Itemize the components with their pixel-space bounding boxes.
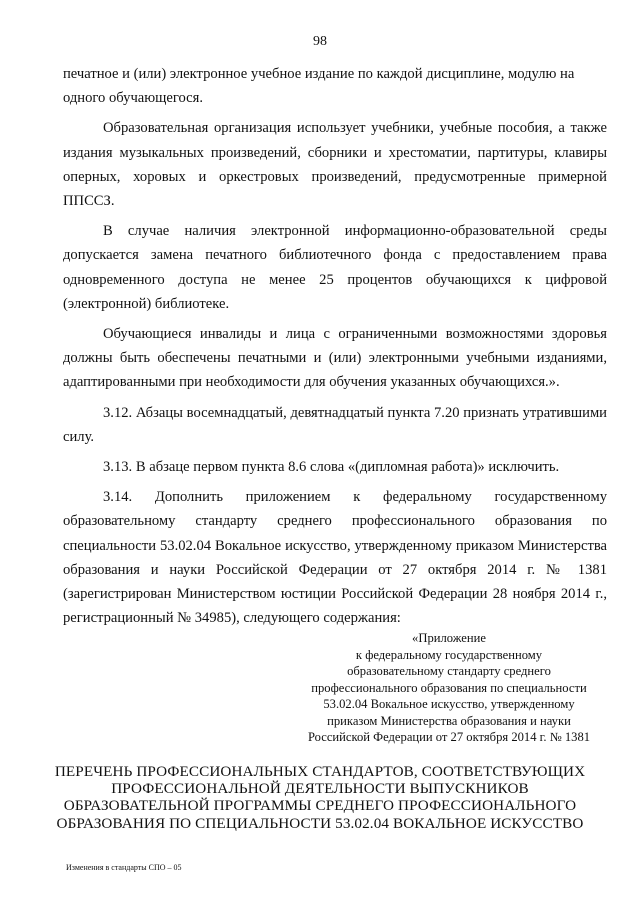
appendix-line: к федеральному государственному (355, 647, 543, 662)
appendix-line: приказом Министерства образования и науки (327, 713, 571, 728)
page-footer: Изменения в стандарты СПО – 05 (66, 863, 182, 872)
paragraph-textbooks: Образовательная организация использует учебники, учебные пособия, а также издания музыкальных произведений, сборники и хрестоматии, партитуры, клавиры оперных, хоровых и оркестровых произведений, предусмотренные примерной ППССЗ. (63, 120, 607, 210)
appendix-line: 53.02.04 Вокальное искусство, утвержденному (323, 697, 575, 711)
appendix-line: Российской Федерации от 27 октября 2014 г. № 1381 (307, 730, 591, 744)
heading-line: ОБРАЗОВАТЕЛЬНОЙ ПРОГРАММЫ СРЕДНЕГО ПРОФЕССИОНАЛЬНОГО (63, 797, 577, 815)
heading-line: ПРОФЕССИОНАЛЬНОЙ ДЕЯТЕЛЬНОСТИ ВЫПУСКНИКОВ (111, 780, 529, 798)
document-body (63, 62, 607, 630)
heading-line: ПЕРЕЧЕНЬ ПРОФЕССИОНАЛЬНЫХ СТАНДАРТОВ, СООТВЕТСТВУЮЩИХ (54, 763, 586, 780)
paragraph-continuation: печатное и (или) электронное учебное издание по каждой дисциплине, модулю на одного обучающегося. (63, 66, 575, 107)
appendix-line: образовательному стандарту среднего (347, 664, 551, 678)
paragraph-electronic-environment: В случае наличия электронной информационно-образовательной среды допускается замена печатного библиотечного фонда с предоставлением права одновременного доступа не менее 25 процентов обучающихся к цифровой (электронной) библиотеке. (63, 223, 607, 312)
appendix-line: профессионального образования по специальности (311, 680, 587, 695)
paragraph-item-3-14: 3.14. Дополнить приложением к федеральному государственному образовательному стандарту среднего профессионального образования по специальности 53.02.04 Вокальное искусство, утвержденному приказом Министерства образования и науки Российской Федерации от 27 октября 2014 г. № 1381 (зарегистрирован Министерством юстиции Российской Федерации 28 ноября 2014 г., регистрационный № 34985), следующего содержания: (63, 489, 607, 627)
paragraph-disabled-students: Обучающиеся инвалиды и лица с ограниченными возможностями здоровья должны быть обеспечены печатными и (или) электронными учебными изданиями, адаптированными при необходимости для обучения указанных обучающихся.». (63, 326, 607, 391)
appendix-header (290, 630, 608, 746)
paragraph-item-3-12: 3.12. Абзацы восемнадцатый, девятнадцатый пункта 7.20 признать утратившими силу. (63, 404, 607, 445)
paragraph-item-3-13: 3.13. В абзаце первом пункта 8.6 слова «(дипломная работа)» исключить. (103, 459, 560, 476)
heading-line: ОБРАЗОВАНИЯ ПО СПЕЦИАЛЬНОСТИ 53.02.04 ВОКАЛЬНОЕ ИСКУССТВО (56, 814, 584, 832)
page-number: 98 (313, 34, 327, 49)
appendix-line: «Приложение (412, 631, 486, 645)
section-heading (40, 763, 600, 832)
